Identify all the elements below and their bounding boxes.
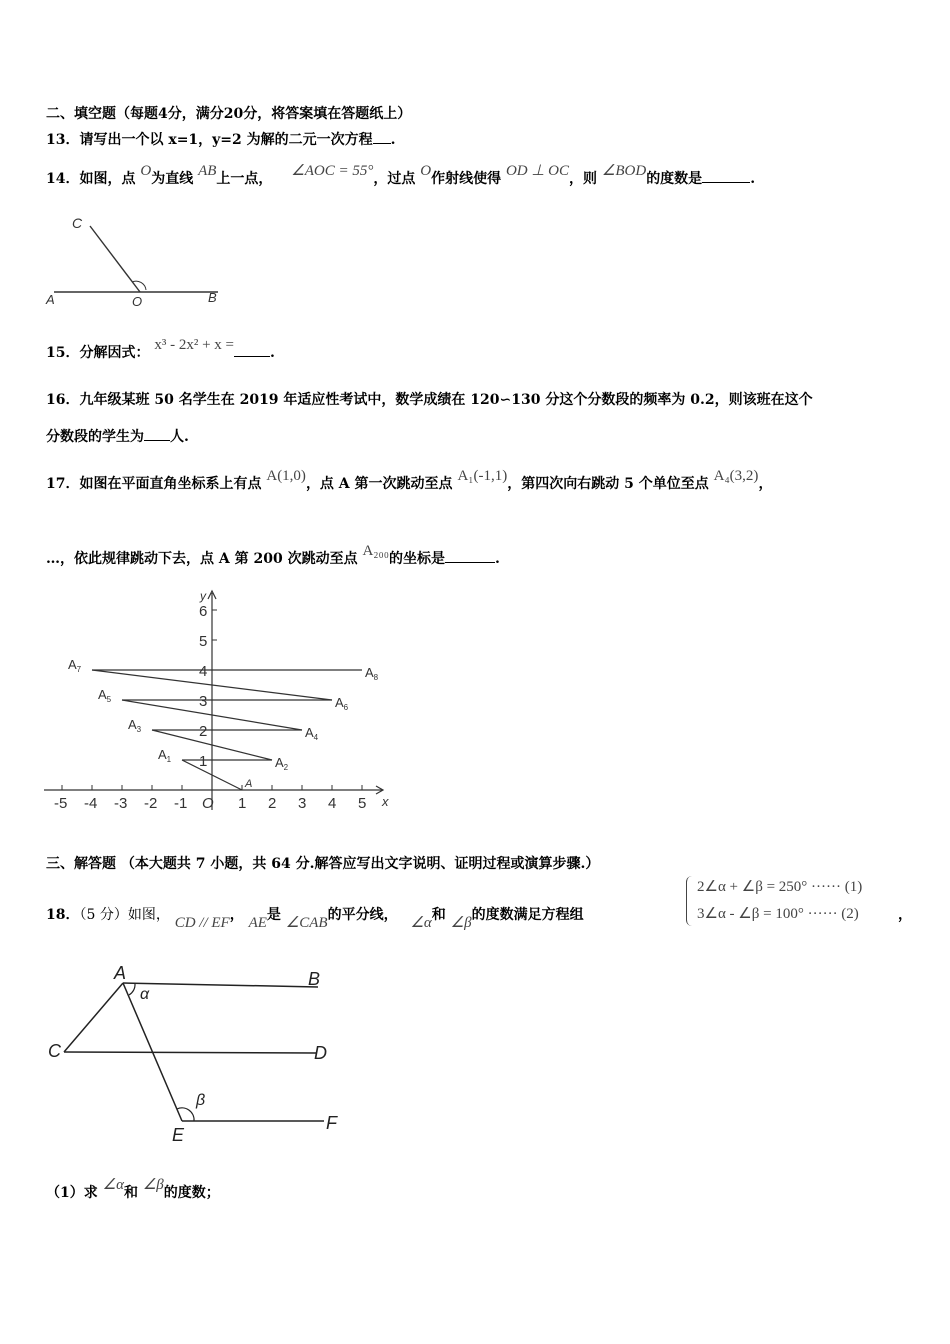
line-cd bbox=[64, 1052, 316, 1053]
point-label-a3: $A_3$ bbox=[128, 717, 142, 734]
x-tick-label: 4 bbox=[328, 795, 337, 812]
question-number: 18． bbox=[46, 907, 80, 923]
math-point-a200: A₂₀₀ bbox=[362, 543, 389, 559]
question-18-part-1 bbox=[46, 1177, 220, 1202]
point-label-a7: $A_7$ bbox=[68, 657, 82, 674]
question-text: 请写出一个以 x=1，y=2 为解的二元一次方程 bbox=[79, 132, 373, 148]
line-ac bbox=[64, 983, 123, 1052]
point-subscript: 2 bbox=[283, 763, 289, 772]
y-tick-label: 1 bbox=[199, 753, 208, 770]
figure-coordinate-graph bbox=[40, 585, 400, 820]
answer-blank bbox=[702, 170, 750, 183]
math-angle-aoc: ∠AOC = 55° bbox=[291, 163, 374, 179]
label-b: B bbox=[208, 290, 217, 305]
text: 如图，点 bbox=[79, 171, 136, 187]
point-subscript: 4 bbox=[313, 733, 319, 742]
text: 的平分线， bbox=[327, 907, 398, 923]
question-15 bbox=[46, 337, 275, 362]
y-tick-label: 5 bbox=[199, 633, 208, 650]
text: 如图在平面直角坐标系上有点 bbox=[79, 476, 262, 492]
angle-arc bbox=[132, 281, 146, 290]
text: 和 bbox=[431, 907, 446, 923]
period: . bbox=[750, 171, 756, 187]
text: ，点 A 第一次跳动至点 bbox=[305, 476, 453, 492]
text: 上一点， bbox=[216, 171, 273, 187]
x-tick-label: -3 bbox=[114, 795, 128, 812]
text: ， bbox=[758, 476, 773, 492]
figure-parallel-lines bbox=[40, 955, 350, 1150]
question-number: 17． bbox=[46, 476, 80, 492]
question-number: 14． bbox=[46, 171, 80, 187]
math-point-o: O bbox=[420, 163, 432, 179]
y-axis-label: y bbox=[200, 589, 206, 603]
point-subscript: 8 bbox=[373, 673, 379, 682]
math-point-a4: A₄(3,2) bbox=[713, 468, 759, 484]
answer-blank bbox=[373, 131, 391, 144]
y-tick-label: 2 bbox=[199, 723, 208, 740]
point-label-a8: $A_8$ bbox=[365, 665, 379, 682]
text: 九年级某班 50 名学生在 2019 年适应性考试中，数学成绩在 120∽130 分这个分数段的频率为 0.2，则该班在这个 bbox=[79, 392, 813, 408]
label-f: F bbox=[326, 1113, 337, 1133]
score-text: （5 分）如图， bbox=[79, 907, 170, 923]
point-subscript: 5 bbox=[106, 695, 112, 704]
equation-1: 2∠α + ∠β = 250° ······ (1) bbox=[697, 879, 863, 895]
section-3-title: 三、解答题 （本大题共 7 小题，共 64 分.解答应写出文字说明、证明过程或演算步骤.） bbox=[46, 856, 600, 872]
question-number: 13． bbox=[46, 132, 80, 148]
text: 分数段的学生为 bbox=[46, 429, 144, 445]
figure-angle-aoc bbox=[40, 210, 240, 310]
answer-blank bbox=[445, 550, 495, 563]
math-line-ab: AB bbox=[198, 163, 217, 179]
label-c: C bbox=[72, 215, 83, 231]
text: 的度数是 bbox=[646, 171, 703, 187]
math-point-a1: A₁(-1,1) bbox=[457, 468, 508, 484]
point-subscript: 7 bbox=[76, 665, 82, 674]
point-a-label: A bbox=[245, 778, 253, 790]
x-tick-label: -4 bbox=[84, 795, 98, 812]
point-label-a1: $A_1$ bbox=[158, 747, 172, 764]
math-angle-cab: ∠CAB bbox=[285, 915, 328, 931]
math-alpha: ∠α bbox=[410, 915, 432, 931]
text: 的坐标是 bbox=[389, 551, 445, 567]
period: . bbox=[270, 345, 275, 361]
text: ，第四次向右跳动 5 个单位至点 bbox=[507, 476, 709, 492]
y-tick-label: 6 bbox=[199, 603, 208, 620]
math-angle-bod: ∠BOD bbox=[601, 163, 647, 179]
text: ， bbox=[229, 907, 244, 923]
x-tick-label: -1 bbox=[174, 795, 188, 812]
x-tick-label: 3 bbox=[298, 795, 307, 812]
x-tick-label: 2 bbox=[268, 795, 277, 812]
math-alpha: ∠α bbox=[102, 1177, 124, 1193]
text: 人. bbox=[170, 429, 189, 445]
text: 是 bbox=[266, 907, 281, 923]
text: ，过点 bbox=[373, 171, 416, 187]
x-tick-label: 5 bbox=[358, 795, 367, 812]
text: 和 bbox=[123, 1185, 138, 1201]
text: 分解因式： bbox=[79, 345, 150, 361]
x-tick-label: -5 bbox=[54, 795, 68, 812]
math-parallel: CD // EF bbox=[174, 915, 230, 931]
point-label-a4: $A_4$ bbox=[305, 725, 319, 742]
math-perpendicular: OD ⊥ OC bbox=[505, 163, 570, 179]
question-number: 15． bbox=[46, 345, 80, 361]
text: 作射线使得 bbox=[431, 171, 502, 187]
question-17 bbox=[46, 468, 773, 493]
text: 为直线 bbox=[151, 171, 194, 187]
math-ae: AE bbox=[248, 915, 267, 931]
label-b: B bbox=[308, 969, 321, 989]
y-tick-label: 4 bbox=[199, 663, 208, 680]
point-subscript: 6 bbox=[343, 703, 349, 712]
text: 的度数； bbox=[163, 1185, 220, 1201]
comma: ， bbox=[898, 907, 912, 923]
x-tick-label: 1 bbox=[238, 795, 247, 812]
point-label-a6: $A_6$ bbox=[335, 695, 349, 712]
equation-2: 3∠α - ∠β = 100° ······ (2) bbox=[697, 906, 859, 922]
line-ab bbox=[123, 983, 318, 987]
label-c: C bbox=[48, 1041, 61, 1061]
point-subscript: 3 bbox=[136, 725, 142, 734]
system-brace bbox=[686, 876, 695, 926]
question-16-line-2 bbox=[46, 426, 189, 446]
answer-blank bbox=[144, 428, 170, 441]
label-e: E bbox=[172, 1125, 185, 1145]
math-point-a: A(1,0) bbox=[266, 468, 306, 484]
text: …，依此规律跳动下去，点 A 第 200 次跳动至点 bbox=[46, 551, 358, 567]
y-tick-label: 3 bbox=[199, 693, 208, 710]
question-18 bbox=[46, 904, 584, 931]
answer-blank bbox=[234, 344, 270, 357]
question-14 bbox=[46, 163, 756, 188]
alpha-arc bbox=[129, 984, 135, 995]
period: . bbox=[390, 132, 396, 148]
label-beta: β bbox=[196, 1092, 206, 1109]
question-17-line-2 bbox=[46, 543, 500, 568]
x-tick-label: -2 bbox=[144, 795, 158, 812]
point-subscript: 1 bbox=[166, 755, 172, 764]
label-alpha: α bbox=[140, 986, 150, 1003]
label-a: A bbox=[114, 963, 127, 983]
label-o: O bbox=[132, 294, 143, 309]
question-16 bbox=[46, 389, 813, 409]
period: . bbox=[495, 551, 500, 567]
part-number: （1）求 bbox=[46, 1185, 98, 1201]
text: ，则 bbox=[569, 171, 598, 187]
label-a: A bbox=[46, 292, 55, 307]
point-label-a5: $A_5$ bbox=[98, 687, 112, 704]
point-label-a2: $A_2$ bbox=[275, 755, 289, 772]
math-beta: ∠β bbox=[450, 915, 472, 931]
math-point-o: O bbox=[140, 163, 152, 179]
x-tick-label: O bbox=[202, 795, 214, 812]
section-2-title: 二、填空题（每题4分，满分20分，将答案填在答题纸上） bbox=[46, 106, 412, 122]
text: 的度数满足方程组 bbox=[471, 907, 584, 923]
label-d: D bbox=[314, 1043, 327, 1063]
x-axis-label: x bbox=[382, 794, 389, 809]
question-number: 16． bbox=[46, 392, 80, 408]
math-beta: ∠β bbox=[142, 1177, 164, 1193]
question-13 bbox=[46, 129, 396, 149]
math-expression: x³ - 2x² + x = bbox=[154, 337, 235, 353]
